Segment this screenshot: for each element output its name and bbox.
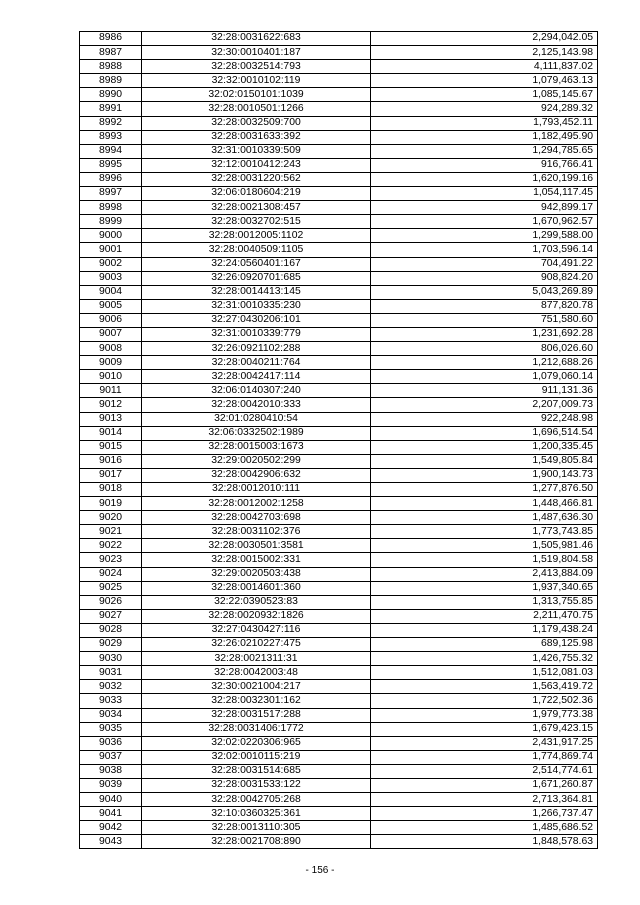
row-number-cell: 9038 [80, 764, 142, 778]
value-cell: 704,491.22 [371, 257, 598, 271]
value-cell: 1,519,804.58 [371, 553, 598, 567]
table-row [80, 144, 598, 158]
table-row [80, 257, 598, 271]
cadastral-value-table [79, 31, 598, 849]
value-cell: 2,431,917.25 [371, 736, 598, 750]
cadastral-number-cell: 32:12:0010412:243 [142, 158, 371, 172]
row-number-cell: 9028 [80, 623, 142, 637]
row-number-cell: 9014 [80, 426, 142, 440]
value-cell: 1,848,578.63 [371, 835, 598, 849]
value-cell: 1,703,596.14 [371, 243, 598, 257]
row-number-cell: 8998 [80, 201, 142, 215]
cadastral-number-cell: 32:28:0021708:890 [142, 835, 371, 849]
value-cell: 1,670,962.57 [371, 215, 598, 229]
table-row [80, 327, 598, 341]
cadastral-number-cell: 32:27:0430206:101 [142, 313, 371, 327]
row-number-cell: 9009 [80, 356, 142, 370]
value-cell: 1,671,260.87 [371, 778, 598, 792]
row-number-cell: 8988 [80, 60, 142, 74]
row-number-cell: 9034 [80, 708, 142, 722]
row-number-cell: 8993 [80, 130, 142, 144]
table-row [80, 567, 598, 581]
cadastral-number-cell: 32:28:0010501:1266 [142, 102, 371, 116]
row-number-cell: 9030 [80, 652, 142, 666]
table-row [80, 32, 598, 46]
cadastral-number-cell: 32:28:0021311:31 [142, 652, 371, 666]
table-row [80, 412, 598, 426]
cadastral-number-cell: 32:28:0014601:360 [142, 581, 371, 595]
value-cell: 1,937,340.65 [371, 581, 598, 595]
row-number-cell: 9002 [80, 257, 142, 271]
table-row [80, 215, 598, 229]
row-number-cell: 9025 [80, 581, 142, 595]
table-row [80, 595, 598, 609]
value-cell: 942,899.17 [371, 201, 598, 215]
value-cell: 1,485,686.52 [371, 821, 598, 835]
row-number-cell: 9010 [80, 370, 142, 384]
value-cell: 1,487,636.30 [371, 511, 598, 525]
value-cell: 1,722,502.36 [371, 694, 598, 708]
cadastral-number-cell: 32:28:0031517:288 [142, 708, 371, 722]
row-number-cell: 9019 [80, 497, 142, 511]
cadastral-number-cell: 32:31:0010339:779 [142, 327, 371, 341]
table-row [80, 666, 598, 680]
table-row [80, 426, 598, 440]
value-cell: 2,211,470.75 [371, 609, 598, 623]
cadastral-number-cell: 32:31:0010335:230 [142, 299, 371, 313]
value-cell: 1,294,785.65 [371, 144, 598, 158]
value-cell: 2,413,884.09 [371, 567, 598, 581]
table-row [80, 46, 598, 60]
cadastral-number-cell: 32:28:0031220:562 [142, 172, 371, 186]
table-row [80, 201, 598, 215]
cadastral-number-cell: 32:30:0021004:217 [142, 680, 371, 694]
cadastral-number-cell: 32:28:0040509:1105 [142, 243, 371, 257]
cadastral-number-cell: 32:28:0012005:1102 [142, 229, 371, 243]
value-cell: 1,085,145.67 [371, 88, 598, 102]
cadastral-number-cell: 32:29:0020502:299 [142, 454, 371, 468]
table-row [80, 497, 598, 511]
row-number-cell: 9004 [80, 285, 142, 299]
cadastral-number-cell: 32:30:0010401:187 [142, 46, 371, 60]
value-cell: 1,512,081.03 [371, 666, 598, 680]
row-number-cell: 9032 [80, 680, 142, 694]
cadastral-number-cell: 32:28:0013110:305 [142, 821, 371, 835]
cadastral-number-cell: 32:26:0210227:475 [142, 638, 371, 652]
row-number-cell: 9021 [80, 525, 142, 539]
value-cell: 1,900,143.73 [371, 468, 598, 482]
table-body [80, 32, 598, 849]
value-cell: 1,773,743.85 [371, 525, 598, 539]
cadastral-number-cell: 32:27:0430427:116 [142, 623, 371, 637]
table-row [80, 158, 598, 172]
row-number-cell: 9016 [80, 454, 142, 468]
value-cell: 1,200,335.45 [371, 440, 598, 454]
value-cell: 877,820.78 [371, 299, 598, 313]
table-row [80, 243, 598, 257]
table-row [80, 271, 598, 285]
row-number-cell: 8994 [80, 144, 142, 158]
table-row [80, 229, 598, 243]
table-row [80, 398, 598, 412]
cadastral-number-cell: 32:28:0012010:111 [142, 483, 371, 497]
cadastral-number-cell: 32:28:0042010:333 [142, 398, 371, 412]
cadastral-number-cell: 32:22:0390523:83 [142, 595, 371, 609]
row-number-cell: 8989 [80, 74, 142, 88]
cadastral-number-cell: 32:29:0020503:438 [142, 567, 371, 581]
table-row [80, 370, 598, 384]
cadastral-number-cell: 32:02:0010115:219 [142, 750, 371, 764]
cadastral-number-cell: 32:31:0010339:509 [142, 144, 371, 158]
value-cell: 1,696,514.54 [371, 426, 598, 440]
value-cell: 1,505,981.46 [371, 539, 598, 553]
value-cell: 1,620,199.16 [371, 172, 598, 186]
table-row [80, 313, 598, 327]
cadastral-number-cell: 32:24:0560401:167 [142, 257, 371, 271]
table-row [80, 623, 598, 637]
cadastral-number-cell: 32:28:0032301:162 [142, 694, 371, 708]
table-row [80, 102, 598, 116]
row-number-cell: 9043 [80, 835, 142, 849]
row-number-cell: 9041 [80, 807, 142, 821]
row-number-cell: 9018 [80, 483, 142, 497]
cadastral-number-cell: 32:02:0150101:1039 [142, 88, 371, 102]
table-row [80, 708, 598, 722]
row-number-cell: 9000 [80, 229, 142, 243]
row-number-cell: 9027 [80, 609, 142, 623]
value-cell: 5,043,269.89 [371, 285, 598, 299]
table-row [80, 285, 598, 299]
page-number: - 156 - [305, 865, 335, 876]
table-row [80, 116, 598, 130]
row-number-cell: 9006 [80, 313, 142, 327]
table-row [80, 638, 598, 652]
cadastral-number-cell: 32:28:0042417:114 [142, 370, 371, 384]
row-number-cell: 9012 [80, 398, 142, 412]
table-row [80, 74, 598, 88]
cadastral-number-cell: 32:28:0042703:698 [142, 511, 371, 525]
row-number-cell: 9011 [80, 384, 142, 398]
value-cell: 751,580.60 [371, 313, 598, 327]
row-number-cell: 8986 [80, 32, 142, 46]
value-cell: 1,079,060.14 [371, 370, 598, 384]
row-number-cell: 9023 [80, 553, 142, 567]
table-row [80, 440, 598, 454]
row-number-cell: 8997 [80, 187, 142, 201]
row-number-cell: 9001 [80, 243, 142, 257]
cadastral-number-cell: 32:26:0921102:288 [142, 342, 371, 356]
row-number-cell: 9007 [80, 327, 142, 341]
value-cell: 924,289.32 [371, 102, 598, 116]
table-row [80, 793, 598, 807]
cadastral-number-cell: 32:32:0010102:119 [142, 74, 371, 88]
cadastral-number-cell: 32:28:0042906:632 [142, 468, 371, 482]
row-number-cell: 8999 [80, 215, 142, 229]
table-row [80, 60, 598, 74]
row-number-cell: 9024 [80, 567, 142, 581]
value-cell: 4,111,837.02 [371, 60, 598, 74]
table-row [80, 581, 598, 595]
value-cell: 806,026.60 [371, 342, 598, 356]
cadastral-number-cell: 32:28:0014413:145 [142, 285, 371, 299]
value-cell: 1,426,755.32 [371, 652, 598, 666]
table-row [80, 821, 598, 835]
row-number-cell: 9040 [80, 793, 142, 807]
cadastral-number-cell: 32:28:0042705:268 [142, 793, 371, 807]
row-number-cell: 8995 [80, 158, 142, 172]
table-row [80, 356, 598, 370]
cadastral-number-cell: 32:28:0031633:392 [142, 130, 371, 144]
table-row [80, 736, 598, 750]
table-row [80, 172, 598, 186]
row-number-cell: 9042 [80, 821, 142, 835]
row-number-cell: 9036 [80, 736, 142, 750]
table-row [80, 652, 598, 666]
value-cell: 1,231,692.28 [371, 327, 598, 341]
table-row [80, 722, 598, 736]
cadastral-number-cell: 32:06:0332502:1989 [142, 426, 371, 440]
value-cell: 1,182,495.90 [371, 130, 598, 144]
value-cell: 1,679,423.15 [371, 722, 598, 736]
table-row [80, 694, 598, 708]
table-row [80, 384, 598, 398]
row-number-cell: 9035 [80, 722, 142, 736]
value-cell: 922,248.98 [371, 412, 598, 426]
table-row [80, 454, 598, 468]
row-number-cell: 8996 [80, 172, 142, 186]
cadastral-number-cell: 32:28:0031406:1772 [142, 722, 371, 736]
row-number-cell: 9037 [80, 750, 142, 764]
row-number-cell: 9020 [80, 511, 142, 525]
table-row [80, 468, 598, 482]
cadastral-number-cell: 32:28:0012002:1258 [142, 497, 371, 511]
value-cell: 911,131.36 [371, 384, 598, 398]
cadastral-number-cell: 32:06:0180604:219 [142, 187, 371, 201]
value-cell: 1,793,452.11 [371, 116, 598, 130]
value-cell: 1,277,876.50 [371, 483, 598, 497]
table-row [80, 750, 598, 764]
cadastral-number-cell: 32:10:0360325:361 [142, 807, 371, 821]
table-row [80, 88, 598, 102]
value-cell: 1,979,773.38 [371, 708, 598, 722]
table-row [80, 764, 598, 778]
row-number-cell: 8991 [80, 102, 142, 116]
table-row [80, 511, 598, 525]
value-cell: 1,179,438.24 [371, 623, 598, 637]
value-cell: 1,774,869.74 [371, 750, 598, 764]
row-number-cell: 8990 [80, 88, 142, 102]
table-row [80, 525, 598, 539]
value-cell: 1,448,466.81 [371, 497, 598, 511]
row-number-cell: 9003 [80, 271, 142, 285]
row-number-cell: 9015 [80, 440, 142, 454]
cadastral-number-cell: 32:28:0032509:700 [142, 116, 371, 130]
table-row [80, 778, 598, 792]
cadastral-number-cell: 32:28:0030501:3581 [142, 539, 371, 553]
value-cell: 916,766.41 [371, 158, 598, 172]
table-row [80, 483, 598, 497]
value-cell: 689,125.98 [371, 638, 598, 652]
cadastral-number-cell: 32:28:0032702:515 [142, 215, 371, 229]
cadastral-number-cell: 32:02:0220306:965 [142, 736, 371, 750]
cadastral-number-cell: 32:28:0015002:331 [142, 553, 371, 567]
cadastral-number-cell: 32:26:0920701:685 [142, 271, 371, 285]
cadastral-number-cell: 32:01:0280410:54 [142, 412, 371, 426]
value-cell: 1,549,805.84 [371, 454, 598, 468]
table-row [80, 680, 598, 694]
row-number-cell: 9013 [80, 412, 142, 426]
cadastral-number-cell: 32:28:0020932:1826 [142, 609, 371, 623]
cadastral-number-cell: 32:28:0031514:685 [142, 764, 371, 778]
value-cell: 2,125,143.98 [371, 46, 598, 60]
row-number-cell: 9033 [80, 694, 142, 708]
row-number-cell: 9031 [80, 666, 142, 680]
cadastral-number-cell: 32:28:0021308:457 [142, 201, 371, 215]
value-cell: 1,212,688.26 [371, 356, 598, 370]
value-cell: 908,824.20 [371, 271, 598, 285]
table-row [80, 553, 598, 567]
row-number-cell: 8987 [80, 46, 142, 60]
table-row [80, 807, 598, 821]
value-cell: 1,054,117.45 [371, 187, 598, 201]
cadastral-number-cell: 32:06:0140307:240 [142, 384, 371, 398]
value-cell: 1,266,737.47 [371, 807, 598, 821]
table-row [80, 342, 598, 356]
row-number-cell: 8992 [80, 116, 142, 130]
table-row [80, 130, 598, 144]
value-cell: 2,207,009.73 [371, 398, 598, 412]
value-cell: 1,313,755.85 [371, 595, 598, 609]
value-cell: 1,563,419.72 [371, 680, 598, 694]
row-number-cell: 9017 [80, 468, 142, 482]
value-cell: 2,514,774.61 [371, 764, 598, 778]
table-row [80, 187, 598, 201]
cadastral-number-cell: 32:28:0042003:48 [142, 666, 371, 680]
table-row [80, 539, 598, 553]
table-row [80, 835, 598, 849]
cadastral-number-cell: 32:28:0040211:764 [142, 356, 371, 370]
value-cell: 1,299,588.00 [371, 229, 598, 243]
cadastral-number-cell: 32:28:0015003:1673 [142, 440, 371, 454]
table-row [80, 609, 598, 623]
row-number-cell: 9039 [80, 778, 142, 792]
cadastral-number-cell: 32:28:0031533:122 [142, 778, 371, 792]
value-cell: 2,713,364.81 [371, 793, 598, 807]
row-number-cell: 9022 [80, 539, 142, 553]
row-number-cell: 9029 [80, 638, 142, 652]
value-cell: 1,079,463.13 [371, 74, 598, 88]
value-cell: 2,294,042.05 [371, 32, 598, 46]
table-row [80, 299, 598, 313]
cadastral-number-cell: 32:28:0031102:376 [142, 525, 371, 539]
row-number-cell: 9005 [80, 299, 142, 313]
cadastral-number-cell: 32:28:0031622:683 [142, 32, 371, 46]
row-number-cell: 9008 [80, 342, 142, 356]
row-number-cell: 9026 [80, 595, 142, 609]
cadastral-number-cell: 32:28:0032514:793 [142, 60, 371, 74]
